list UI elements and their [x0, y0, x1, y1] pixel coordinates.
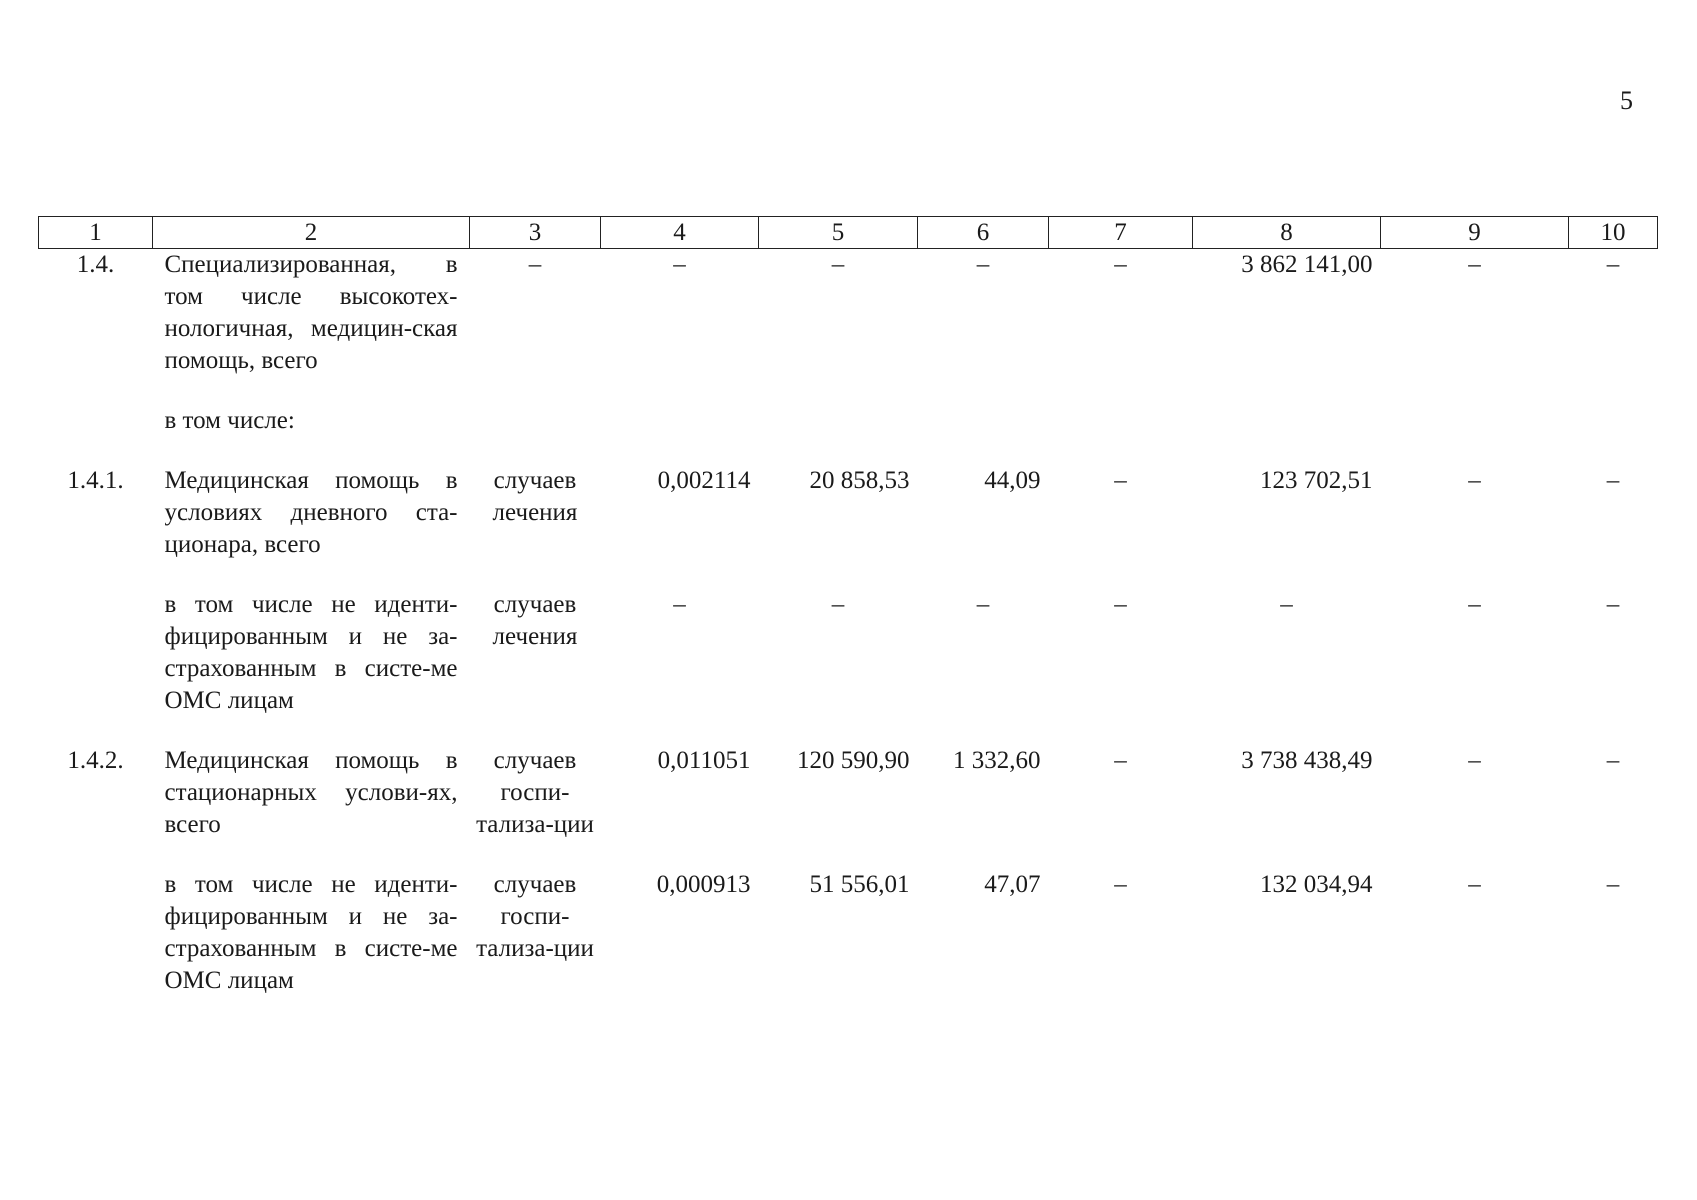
table-row: [39, 465, 1658, 561]
cell-col8: 132 034,94: [1260, 871, 1373, 898]
row-number: [39, 405, 153, 437]
table-row: [39, 589, 1658, 717]
column-header: 9: [1381, 217, 1569, 249]
cell-col6: 44,09: [984, 467, 1041, 494]
data-table: [38, 216, 1658, 997]
row-name: в том числе:: [164, 407, 295, 434]
cell-col10: –: [1606, 251, 1620, 278]
row-spacer: [39, 841, 1658, 869]
cell-col6: 47,07: [984, 871, 1041, 898]
data-table-wrapper: [38, 216, 1657, 997]
row-name: Медицинская помощь в условиях дневного ста-ционара, всего: [164, 467, 458, 558]
cell-col9: –: [1468, 251, 1481, 278]
column-header: 3: [470, 217, 601, 249]
cell-col9: [1381, 405, 1569, 437]
cell-col5: [759, 405, 918, 437]
row-number: 1.4.2.: [67, 747, 124, 774]
cell-col10: [1569, 405, 1658, 437]
cell-col8: [1193, 405, 1381, 437]
cell-col9: –: [1468, 591, 1481, 618]
cell-col7: –: [1114, 251, 1127, 278]
row-unit: случаев госпи-тализа-ции: [476, 871, 594, 962]
cell-col4: 0,011051: [657, 747, 751, 774]
cell-col9: –: [1468, 747, 1481, 774]
row-spacer: [39, 377, 1658, 405]
column-header: 1: [39, 217, 153, 249]
cell-col4: 0,002114: [657, 467, 751, 494]
cell-col7: –: [1114, 467, 1127, 494]
cell-col5: 20 858,53: [809, 467, 910, 494]
row-name: в том числе не иденти-фицированным и не за-страхованным в систе-ме ОМС лицам: [164, 871, 458, 994]
cell-col5: 120 590,90: [797, 747, 910, 774]
column-header: 8: [1193, 217, 1381, 249]
row-unit: [470, 405, 601, 437]
column-header: 4: [601, 217, 759, 249]
row-name: Медицинская помощь в стационарных услови-ях, всего: [164, 747, 458, 838]
row-name: в том числе не иденти-фицированным и не за-страхованным в систе-ме ОМС лицам: [164, 591, 458, 714]
cell-col5: –: [831, 251, 845, 278]
cell-col10: –: [1606, 871, 1620, 898]
row-spacer: [39, 717, 1658, 745]
row-number: 1.4.1.: [67, 467, 124, 494]
column-header: 6: [918, 217, 1049, 249]
row-spacer: [39, 437, 1658, 465]
cell-col6: 1 332,60: [953, 747, 1041, 774]
column-header: 5: [759, 217, 918, 249]
cell-col10: –: [1606, 467, 1620, 494]
cell-col8: 3 862 141,00: [1241, 251, 1373, 278]
cell-col6: –: [976, 591, 990, 618]
row-number: 1.4.: [76, 251, 115, 278]
cell-col7: [1049, 405, 1193, 437]
row-unit: случаев лечения: [492, 467, 578, 526]
cell-col10: –: [1606, 591, 1620, 618]
cell-col4: [601, 405, 759, 437]
cell-col9: –: [1468, 467, 1481, 494]
row-unit: случаев госпи-тализа-ции: [476, 747, 594, 838]
cell-col5: 51 556,01: [809, 871, 910, 898]
cell-col10: –: [1606, 747, 1620, 774]
cell-col4: 0,000913: [656, 871, 751, 898]
row-number: [39, 589, 153, 717]
row-unit: случаев лечения: [492, 591, 578, 650]
cell-col6: –: [976, 251, 990, 278]
table-row: [39, 405, 1658, 437]
cell-col8: 3 738 438,49: [1241, 747, 1373, 774]
table-row: [39, 249, 1658, 378]
table-header-row: [39, 217, 1658, 249]
cell-col7: –: [1114, 871, 1127, 898]
cell-col7: –: [1114, 747, 1127, 774]
cell-col7: –: [1114, 591, 1127, 618]
cell-col6: [918, 405, 1049, 437]
table-row: [39, 745, 1658, 841]
column-header: 10: [1569, 217, 1658, 249]
cell-col5: –: [831, 591, 845, 618]
row-name: Специализированная, в том числе высокотех-нологичная, медицин-ская помощь, всего: [164, 251, 458, 374]
column-header: 7: [1049, 217, 1193, 249]
table-row: [39, 869, 1658, 997]
cell-col4: –: [673, 251, 686, 278]
row-unit: –: [528, 251, 542, 278]
page-number: 5: [1620, 86, 1633, 115]
cell-col8: 123 702,51: [1260, 467, 1373, 494]
row-spacer: [39, 561, 1658, 589]
cell-col8: –: [1280, 591, 1293, 618]
row-number: [39, 869, 153, 997]
column-header: 2: [153, 217, 470, 249]
cell-col4: –: [673, 591, 686, 618]
cell-col9: –: [1468, 871, 1481, 898]
